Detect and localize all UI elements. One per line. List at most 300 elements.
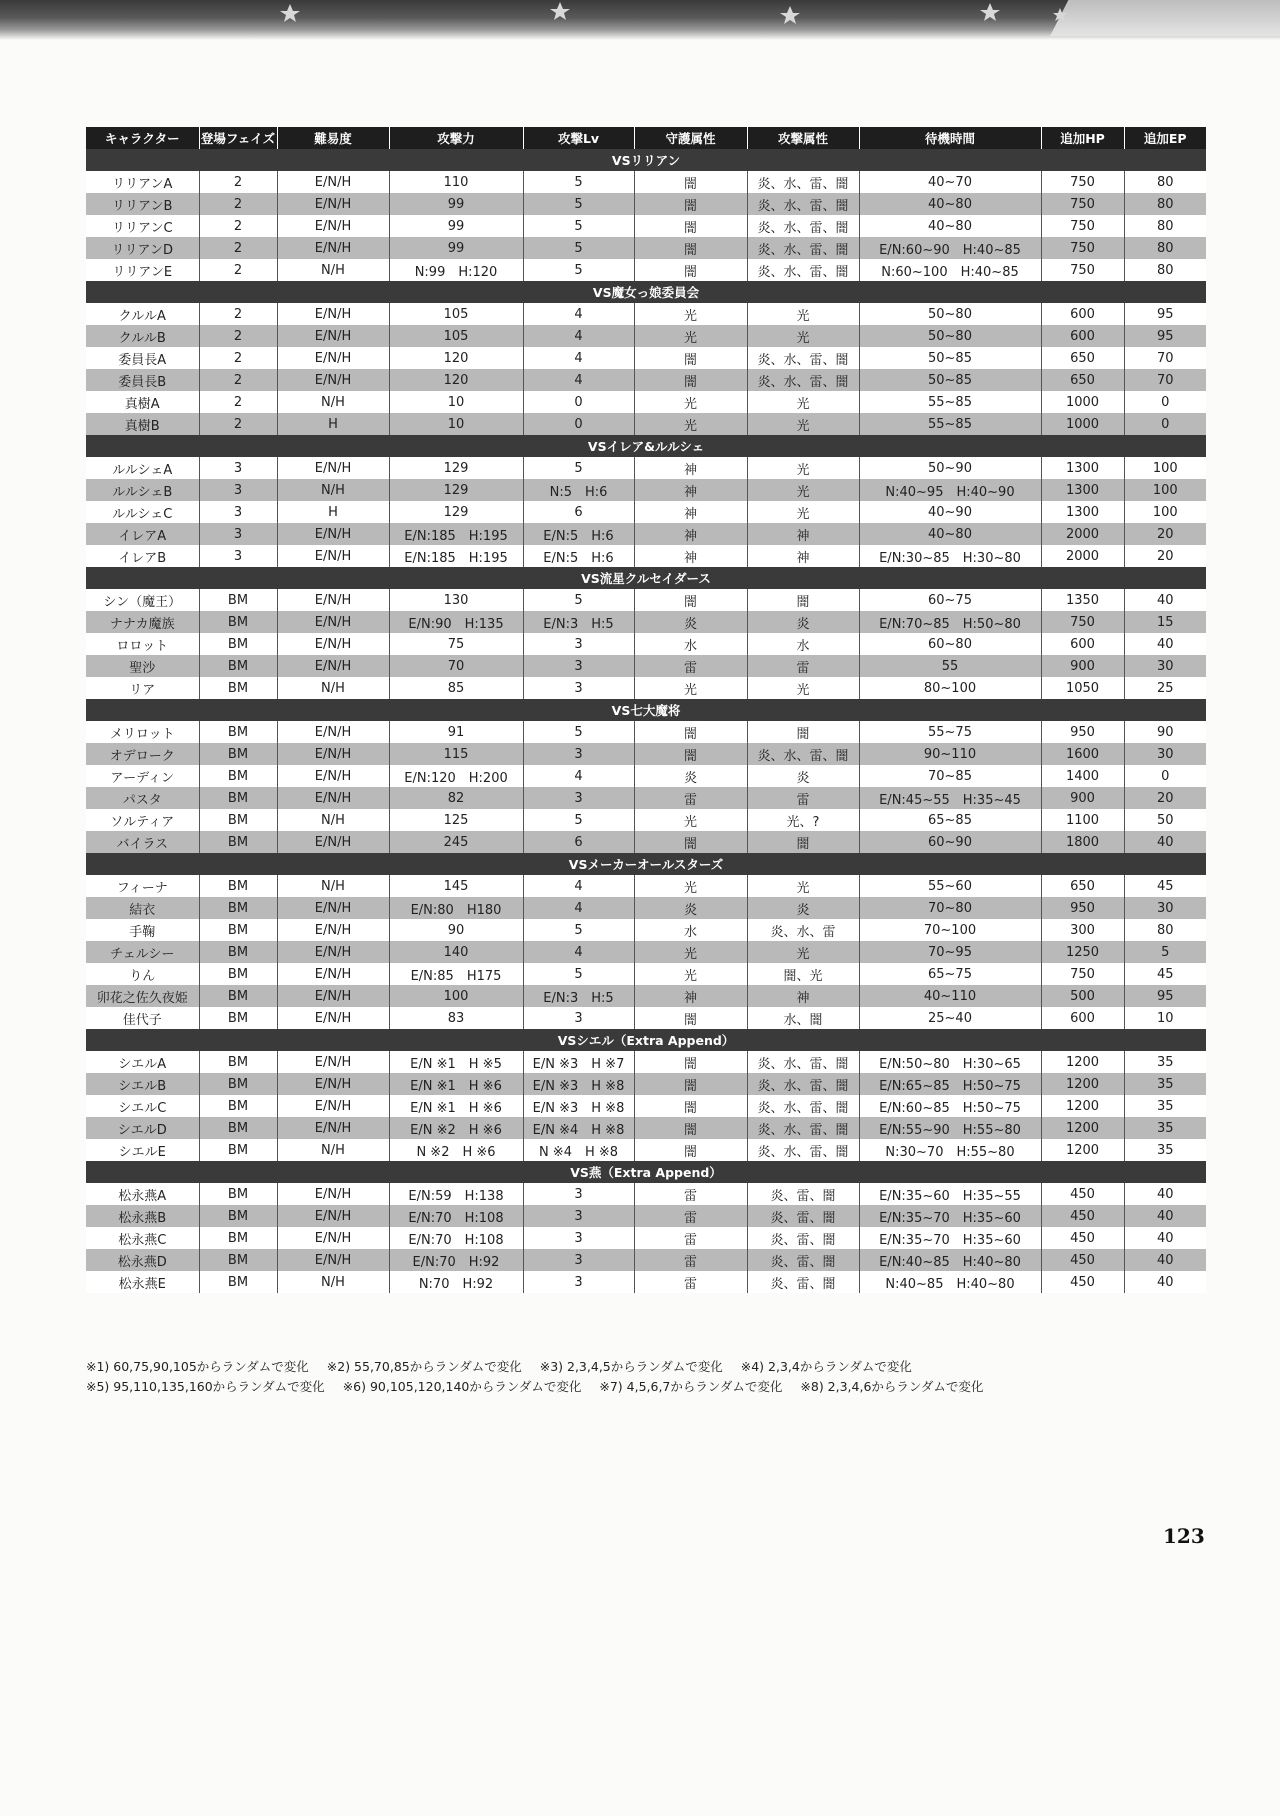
table-cell: 2 — [199, 369, 277, 391]
table-row — [86, 457, 1206, 479]
table-cell: BM — [199, 611, 277, 633]
table-cell: 光 — [747, 457, 859, 479]
table-cell: E/N/H — [277, 831, 389, 853]
table-cell: 松永燕E — [86, 1271, 199, 1293]
table-cell: BM — [199, 897, 277, 919]
table-cell: 炎、水、雷、闇 — [747, 347, 859, 369]
table-cell: E/N:80 H180 — [389, 897, 523, 919]
table-cell: 450 — [1041, 1271, 1124, 1293]
table-cell: 70~85 — [859, 765, 1041, 787]
table-cell: 40~70 — [859, 171, 1041, 193]
table-cell: 129 — [389, 457, 523, 479]
table-cell: 4 — [523, 875, 634, 897]
table-cell: E/N/H — [277, 1095, 389, 1117]
table-cell: 炎、水、雷、闇 — [747, 215, 859, 237]
table-row — [86, 369, 1206, 391]
table-cell: E/N/H — [277, 985, 389, 1007]
table-row — [86, 347, 1206, 369]
table-cell: E/N/H — [277, 325, 389, 347]
table-row — [86, 1095, 1206, 1117]
table-cell: 750 — [1041, 215, 1124, 237]
table-cell: 光 — [747, 325, 859, 347]
star-decoration — [0, 0, 1280, 30]
table-cell: E/N/H — [277, 1051, 389, 1073]
table-cell: 5 — [523, 589, 634, 611]
table-cell: 5 — [523, 171, 634, 193]
table-row — [86, 633, 1206, 655]
table-cell: 600 — [1041, 1007, 1124, 1029]
table-cell: 750 — [1041, 611, 1124, 633]
table-row — [86, 809, 1206, 831]
footnote: ※5) 95,110,135,160からランダムで変化 — [86, 1379, 325, 1394]
table-cell: りん — [86, 963, 199, 985]
table-cell: 3 — [523, 633, 634, 655]
table-cell: 雷 — [747, 655, 859, 677]
table-cell: 1050 — [1041, 677, 1124, 699]
table-cell: 卯花之佐久夜姫 — [86, 985, 199, 1007]
table-cell: 闇 — [634, 1139, 747, 1161]
table-cell: シエルB — [86, 1073, 199, 1095]
table-cell: 闇 — [747, 831, 859, 853]
table-cell: 70 — [1124, 369, 1206, 391]
table-cell: 40 — [1124, 1183, 1206, 1205]
table-cell: 神 — [634, 523, 747, 545]
table-row — [86, 1051, 1206, 1073]
table-cell: BM — [199, 787, 277, 809]
table-row — [86, 963, 1206, 985]
footnote: ※1) 60,75,90,105からランダムで変化 — [86, 1359, 309, 1374]
table-cell: 闇 — [634, 743, 747, 765]
table-cell: E/N ※3 H ※7 — [523, 1051, 634, 1073]
table-cell: 真樹B — [86, 413, 199, 435]
table-row — [86, 611, 1206, 633]
table-cell: 99 — [389, 237, 523, 259]
table-cell: E/N/H — [277, 1073, 389, 1095]
table-cell: 炎、雷、闇 — [747, 1227, 859, 1249]
table-row — [86, 193, 1206, 215]
section-header-row — [86, 699, 1206, 721]
table-cell: 炎 — [634, 897, 747, 919]
table-cell: 4 — [523, 941, 634, 963]
table-cell: バイラス — [86, 831, 199, 853]
table-cell: BM — [199, 1249, 277, 1271]
table-cell: E/N:60~90 H:40~85 — [859, 237, 1041, 259]
table-cell: 900 — [1041, 787, 1124, 809]
table-cell: 2000 — [1041, 523, 1124, 545]
table-cell: E/N/H — [277, 237, 389, 259]
footnote: ※7) 4,5,6,7からランダムで変化 — [599, 1379, 783, 1394]
table-cell: 91 — [389, 721, 523, 743]
table-cell: BM — [199, 721, 277, 743]
section-header-row — [86, 853, 1206, 875]
table-cell: 600 — [1041, 633, 1124, 655]
table-cell: 委員長B — [86, 369, 199, 391]
table-cell: 1100 — [1041, 809, 1124, 831]
table-cell: 神 — [634, 985, 747, 1007]
table-cell: シン（魔王） — [86, 589, 199, 611]
table-cell: 115 — [389, 743, 523, 765]
table-row — [86, 325, 1206, 347]
table-cell: 10 — [1124, 1007, 1206, 1029]
table-cell: 光 — [747, 501, 859, 523]
table-cell: 100 — [1124, 457, 1206, 479]
footnotes — [86, 1357, 1206, 1397]
table-cell: E/N/H — [277, 941, 389, 963]
table-cell: E/N/H — [277, 303, 389, 325]
table-row — [86, 1007, 1206, 1029]
table-row — [86, 875, 1206, 897]
table-cell: ソルティア — [86, 809, 199, 831]
table-cell: 60~80 — [859, 633, 1041, 655]
table-cell: 950 — [1041, 721, 1124, 743]
table-cell: BM — [199, 1205, 277, 1227]
table-cell: 3 — [523, 1205, 634, 1227]
table-cell: リリアンA — [86, 171, 199, 193]
table-cell: E/N ※4 H ※8 — [523, 1117, 634, 1139]
table-cell: N:99 H:120 — [389, 259, 523, 281]
section-title: VS流星クルセイダース — [86, 567, 1206, 589]
table-cell: 10 — [389, 413, 523, 435]
table-cell: 光 — [634, 325, 747, 347]
column-header: 難易度 — [277, 127, 389, 149]
table-row — [86, 919, 1206, 941]
table-cell: 650 — [1041, 369, 1124, 391]
table-cell: 0 — [1124, 413, 1206, 435]
table-cell: 闇 — [747, 589, 859, 611]
footnote: ※2) 55,70,85からランダムで変化 — [326, 1359, 522, 1374]
table-cell: シエルD — [86, 1117, 199, 1139]
table-cell: E/N/H — [277, 743, 389, 765]
table-cell: 129 — [389, 479, 523, 501]
section-title: VSメーカーオールスターズ — [86, 853, 1206, 875]
table-cell: 70 — [389, 655, 523, 677]
table-cell: 闇 — [634, 721, 747, 743]
section-title: VS燕（Extra Append） — [86, 1161, 1206, 1183]
table-cell: 炎、水、雷、闇 — [747, 1139, 859, 1161]
table-cell: フィーナ — [86, 875, 199, 897]
table-cell: E/N:120 H:200 — [389, 765, 523, 787]
table-cell: 245 — [389, 831, 523, 853]
table-cell: 5 — [523, 215, 634, 237]
table-cell: 35 — [1124, 1117, 1206, 1139]
table-cell: E/N:3 H:5 — [523, 611, 634, 633]
table-cell: E/N/H — [277, 1183, 389, 1205]
table-cell: リア — [86, 677, 199, 699]
table-cell: BM — [199, 1271, 277, 1293]
table-cell: 炎、水、雷、闇 — [747, 193, 859, 215]
table-cell: 神 — [747, 545, 859, 567]
table-cell: 0 — [1124, 765, 1206, 787]
table-cell: 0 — [523, 413, 634, 435]
table-cell: 2 — [199, 171, 277, 193]
table-cell: E/N:55~90 H:55~80 — [859, 1117, 1041, 1139]
table-cell: E/N/H — [277, 589, 389, 611]
table-cell: 炎、雷、闇 — [747, 1271, 859, 1293]
table-cell: E/N:40~85 H:40~80 — [859, 1249, 1041, 1271]
table-cell: 炎、水、雷、闇 — [747, 171, 859, 193]
table-cell: E/N/H — [277, 633, 389, 655]
table-cell: E/N/H — [277, 721, 389, 743]
table-cell: N/H — [277, 875, 389, 897]
table-cell: パスタ — [86, 787, 199, 809]
table-row — [86, 1205, 1206, 1227]
table-cell: 炎、雷、闇 — [747, 1249, 859, 1271]
table-cell: 40 — [1124, 1227, 1206, 1249]
table-cell: 闇 — [634, 237, 747, 259]
table-cell: 炎、雷、闇 — [747, 1183, 859, 1205]
table-row — [86, 303, 1206, 325]
table-cell: 1200 — [1041, 1095, 1124, 1117]
table-cell: 神 — [634, 501, 747, 523]
table-cell: 闇 — [634, 215, 747, 237]
table-cell: 3 — [199, 479, 277, 501]
table-cell: 光 — [634, 963, 747, 985]
table-cell: 5 — [523, 193, 634, 215]
table-cell: H — [277, 413, 389, 435]
table-cell: E/N/H — [277, 369, 389, 391]
table-cell: 1600 — [1041, 743, 1124, 765]
table-cell: 水 — [634, 633, 747, 655]
table-cell: 70~95 — [859, 941, 1041, 963]
footnote: ※8) 2,3,4,6からランダムで変化 — [800, 1379, 984, 1394]
table-cell: 委員長A — [86, 347, 199, 369]
table-cell: 3 — [523, 1007, 634, 1029]
table-cell: BM — [199, 677, 277, 699]
table-cell: E/N/H — [277, 1007, 389, 1029]
table-cell: 20 — [1124, 523, 1206, 545]
table-cell: 2 — [199, 391, 277, 413]
table-cell: 60~75 — [859, 589, 1041, 611]
table-cell: 佳代子 — [86, 1007, 199, 1029]
table-cell: N/H — [277, 677, 389, 699]
table-cell: E/N:5 H:6 — [523, 545, 634, 567]
table-cell: E/N/H — [277, 787, 389, 809]
section-header-row — [86, 1161, 1206, 1183]
section-title: VS七大魔将 — [86, 699, 1206, 721]
table-cell: 80~100 — [859, 677, 1041, 699]
table-row — [86, 545, 1206, 567]
table-cell: BM — [199, 1095, 277, 1117]
table-cell: 600 — [1041, 303, 1124, 325]
table-cell: 神 — [634, 479, 747, 501]
table-cell: 闇 — [747, 721, 859, 743]
table-cell: 光 — [634, 677, 747, 699]
table-cell: 50~90 — [859, 457, 1041, 479]
table-cell: BM — [199, 589, 277, 611]
table-cell: 神 — [747, 523, 859, 545]
table-cell: BM — [199, 765, 277, 787]
table-cell: 4 — [523, 325, 634, 347]
section-title: VSリリアン — [86, 149, 1206, 171]
table-cell: 50 — [1124, 809, 1206, 831]
table-row — [86, 259, 1206, 281]
table-cell: イレアA — [86, 523, 199, 545]
table-cell: 80 — [1124, 193, 1206, 215]
table-cell: 神 — [634, 545, 747, 567]
table-cell: 5 — [523, 721, 634, 743]
table-cell: 雷 — [634, 655, 747, 677]
table-cell: 15 — [1124, 611, 1206, 633]
table-cell: 300 — [1041, 919, 1124, 941]
table-cell: 神 — [634, 457, 747, 479]
table-cell: 炎、水、雷、闇 — [747, 1073, 859, 1095]
table-cell: 5 — [1124, 941, 1206, 963]
table-row — [86, 677, 1206, 699]
table-cell: BM — [199, 963, 277, 985]
table-cell: E/N/H — [277, 545, 389, 567]
table-cell: 100 — [1124, 479, 1206, 501]
table-cell: 炎、水、雷、闇 — [747, 259, 859, 281]
table-cell: 100 — [389, 985, 523, 1007]
table-cell: BM — [199, 1051, 277, 1073]
table-cell: 雷 — [747, 787, 859, 809]
table-cell: 450 — [1041, 1249, 1124, 1271]
table-cell: BM — [199, 985, 277, 1007]
table-cell: E/N:59 H:138 — [389, 1183, 523, 1205]
table-cell: 1800 — [1041, 831, 1124, 853]
table-cell: 松永燕A — [86, 1183, 199, 1205]
table-cell: 闇 — [634, 347, 747, 369]
table-cell: 35 — [1124, 1095, 1206, 1117]
table-cell: 3 — [523, 787, 634, 809]
table-cell: E/N:90 H:135 — [389, 611, 523, 633]
table-cell: E/N/H — [277, 1227, 389, 1249]
table-cell: 50~80 — [859, 303, 1041, 325]
table-cell: 闇 — [634, 1073, 747, 1095]
stats-table-container — [86, 127, 1206, 1293]
table-cell: ロロット — [86, 633, 199, 655]
table-cell: 手鞠 — [86, 919, 199, 941]
table-cell: 2 — [199, 413, 277, 435]
table-row — [86, 237, 1206, 259]
table-cell: BM — [199, 743, 277, 765]
table-cell: 3 — [523, 1271, 634, 1293]
table-cell: 闇 — [634, 1007, 747, 1029]
table-cell: リリアンE — [86, 259, 199, 281]
column-header: 攻撃Lv — [523, 127, 634, 149]
table-cell: N/H — [277, 259, 389, 281]
table-cell: 光 — [747, 413, 859, 435]
table-cell: 3 — [199, 457, 277, 479]
table-cell: ルルシェB — [86, 479, 199, 501]
table-cell: N/H — [277, 391, 389, 413]
table-row — [86, 831, 1206, 853]
table-cell: 2000 — [1041, 545, 1124, 567]
table-cell: E/N:70 H:108 — [389, 1205, 523, 1227]
table-cell: 99 — [389, 215, 523, 237]
table-cell: 2 — [199, 193, 277, 215]
table-row — [86, 391, 1206, 413]
table-cell: 闇 — [634, 831, 747, 853]
table-cell: 4 — [523, 303, 634, 325]
table-row — [86, 479, 1206, 501]
table-cell: 110 — [389, 171, 523, 193]
table-cell: 3 — [523, 655, 634, 677]
table-cell: 60~90 — [859, 831, 1041, 853]
table-cell: 90 — [1124, 721, 1206, 743]
table-cell: 0 — [523, 391, 634, 413]
table-cell: 闇 — [634, 1095, 747, 1117]
table-cell: N:40~95 H:40~90 — [859, 479, 1041, 501]
table-cell: 5 — [523, 963, 634, 985]
footnote: ※4) 2,3,4からランダムで変化 — [740, 1359, 912, 1374]
table-cell: 1400 — [1041, 765, 1124, 787]
table-cell: N:60~100 H:40~85 — [859, 259, 1041, 281]
table-cell: 光 — [747, 391, 859, 413]
table-cell: チェルシー — [86, 941, 199, 963]
table-cell: 炎 — [747, 897, 859, 919]
table-cell: 2 — [199, 347, 277, 369]
table-cell: 1200 — [1041, 1073, 1124, 1095]
table-cell: 5 — [523, 259, 634, 281]
table-cell: 炎、水、雷、闇 — [747, 743, 859, 765]
table-cell: 聖沙 — [86, 655, 199, 677]
table-cell: 光 — [747, 303, 859, 325]
table-cell: 80 — [1124, 259, 1206, 281]
table-cell: 闇 — [634, 589, 747, 611]
table-cell: 40 — [1124, 831, 1206, 853]
table-cell: 闇、光 — [747, 963, 859, 985]
column-header: キャラクター — [86, 127, 199, 149]
table-cell: 80 — [1124, 215, 1206, 237]
table-cell: メリロット — [86, 721, 199, 743]
table-cell: 25 — [1124, 677, 1206, 699]
table-cell: E/N:65~85 H:50~75 — [859, 1073, 1041, 1095]
table-cell: 4 — [523, 347, 634, 369]
enemy-stats-table — [86, 127, 1206, 1293]
table-cell: 炎、水、雷、闇 — [747, 369, 859, 391]
table-cell: E/N:85 H175 — [389, 963, 523, 985]
table-cell: E/N ※1 H ※6 — [389, 1073, 523, 1095]
table-cell: N/H — [277, 809, 389, 831]
table-cell: ルルシェC — [86, 501, 199, 523]
table-cell: E/N/H — [277, 193, 389, 215]
table-cell: 129 — [389, 501, 523, 523]
table-cell: N/H — [277, 479, 389, 501]
table-cell: N ※4 H ※8 — [523, 1139, 634, 1161]
table-cell: 松永燕C — [86, 1227, 199, 1249]
table-cell: N/H — [277, 1139, 389, 1161]
column-header: 守護属性 — [634, 127, 747, 149]
table-cell: 750 — [1041, 193, 1124, 215]
table-cell: 25~40 — [859, 1007, 1041, 1029]
section-title: VS魔女っ娘委員会 — [86, 281, 1206, 303]
table-cell: 105 — [389, 325, 523, 347]
table-row — [86, 1227, 1206, 1249]
table-cell: 140 — [389, 941, 523, 963]
table-cell: 5 — [523, 457, 634, 479]
table-cell: シエルE — [86, 1139, 199, 1161]
table-row — [86, 765, 1206, 787]
table-cell: H — [277, 501, 389, 523]
table-cell: 2 — [199, 325, 277, 347]
table-row — [86, 1073, 1206, 1095]
column-header: 待機時間 — [859, 127, 1041, 149]
table-cell: 炎 — [634, 765, 747, 787]
table-cell: 4 — [523, 765, 634, 787]
table-cell: 95 — [1124, 325, 1206, 347]
table-cell: N:5 H:6 — [523, 479, 634, 501]
table-cell: 50~85 — [859, 369, 1041, 391]
table-cell: E/N/H — [277, 919, 389, 941]
table-cell: 闇 — [634, 369, 747, 391]
table-cell: 雷 — [634, 787, 747, 809]
table-cell: 30 — [1124, 655, 1206, 677]
table-cell: 光 — [634, 941, 747, 963]
table-cell: 500 — [1041, 985, 1124, 1007]
table-cell: E/N/H — [277, 1205, 389, 1227]
table-cell: 1200 — [1041, 1139, 1124, 1161]
